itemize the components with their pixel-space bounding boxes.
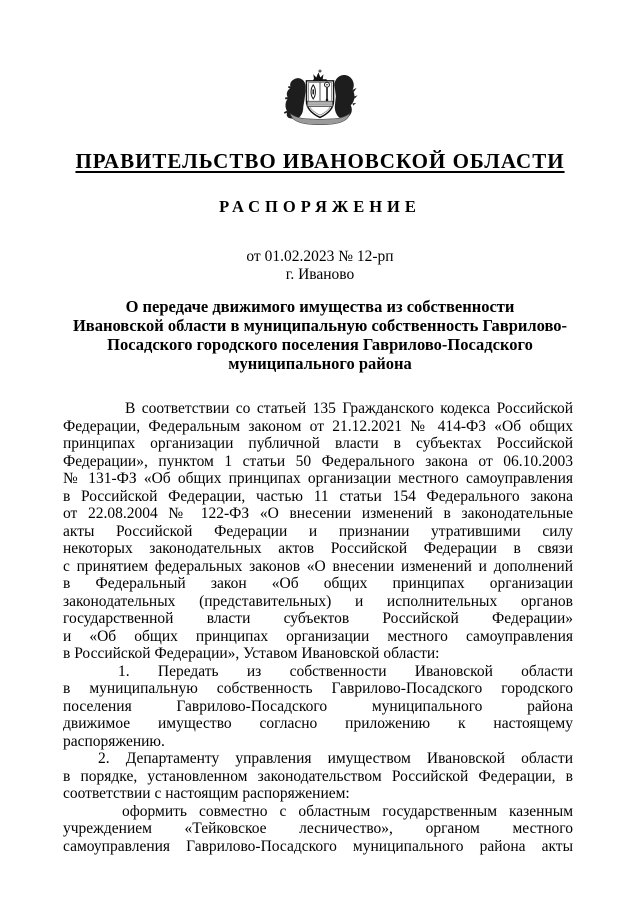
body-line: учреждением «Тейковское лесничество», органом местного <box>63 820 573 837</box>
body-line: оформить совместно с областным государственным казенным <box>122 802 573 820</box>
body-line: в Российской Федерации», Уставом Ивановской области: <box>63 645 440 662</box>
body-line: от 22.08.2004 № 122-ФЗ «О внесении изменений в законодательные <box>63 505 573 522</box>
place-line: г. Иваново <box>285 265 355 283</box>
document-title <box>0 297 640 373</box>
document-type-heading: РАСПОРЯЖЕНИЕ <box>219 197 421 216</box>
title-line: муниципального района <box>228 354 412 373</box>
body-line: самоуправления Гаврилово-Посадского муниципального района акты <box>63 837 573 855</box>
body-line: поселения Гаврилово-Посадского муниципального района <box>63 697 573 715</box>
body-line: в порядке, установленном законодательством Российской Федерации, в <box>63 767 573 785</box>
title-line: Посадского городского поселения Гаврилово-Посадского <box>107 335 533 354</box>
document-body <box>0 400 640 855</box>
body-line: государственной власти субъектов Российской Федерации» <box>63 610 573 627</box>
body-line: акты Российской Федерации и признании утратившими силу <box>63 522 573 540</box>
body-line: с принятием федеральных законов «О внесении изменений и дополнений <box>63 557 573 575</box>
body-line: № 131-ФЗ «Об общих принципах организации местного самоуправления <box>63 470 573 487</box>
body-line: соответствии с настоящим распоряжением: <box>63 785 350 802</box>
body-line: Федерации, Федеральным законом от 21.12.2021 № 414-ФЗ «Об общих <box>63 417 573 435</box>
title-line: О передаче движимого имущества из собственности <box>125 297 515 316</box>
body-line: некоторых законодательных актов Российской Федерации в связи <box>63 540 573 557</box>
body-line: в Федеральный закон «Об общих принципах организации <box>63 575 573 592</box>
body-line: принципах организации публичной власти в субъектах Российской <box>63 435 573 452</box>
coat-of-arms-ivanovo-oblast-icon <box>282 69 358 127</box>
body-line: 1. Передать из собственности Ивановской области <box>118 662 573 680</box>
body-line: движимое имущество согласно приложению к настоящему <box>63 715 573 732</box>
date-and-number-line: от 01.02.2023 № 12-рп <box>246 248 394 265</box>
body-line: В соответствии со статьей 135 Гражданского кодекса Российской <box>125 400 573 417</box>
body-line: Федерации», пунктом 1 статьи 50 Федерального закона от 06.10.2003 <box>63 452 573 470</box>
body-line: 2. Департаменту управления имуществом Ивановской области <box>98 750 573 767</box>
body-line: и «Об общих принципах организации местного самоуправления <box>63 627 573 645</box>
issuing-authority-heading: ПРАВИТЕЛЬСТВО ИВАНОВСКОЙ ОБЛАСТИ <box>75 149 565 173</box>
date-place-block <box>0 248 640 283</box>
title-line: Ивановской области в муниципальную собственность Гаврилово- <box>72 316 568 335</box>
body-line: законодательных (представительных) и исполнительных органов <box>63 592 573 610</box>
body-line: в муниципальную собственность Гаврилово-Посадского городского <box>63 680 573 697</box>
body-line: в Российской Федерации, частью 11 статьи 154 Федерального закона <box>63 487 573 505</box>
body-line: распоряжению. <box>63 732 165 750</box>
